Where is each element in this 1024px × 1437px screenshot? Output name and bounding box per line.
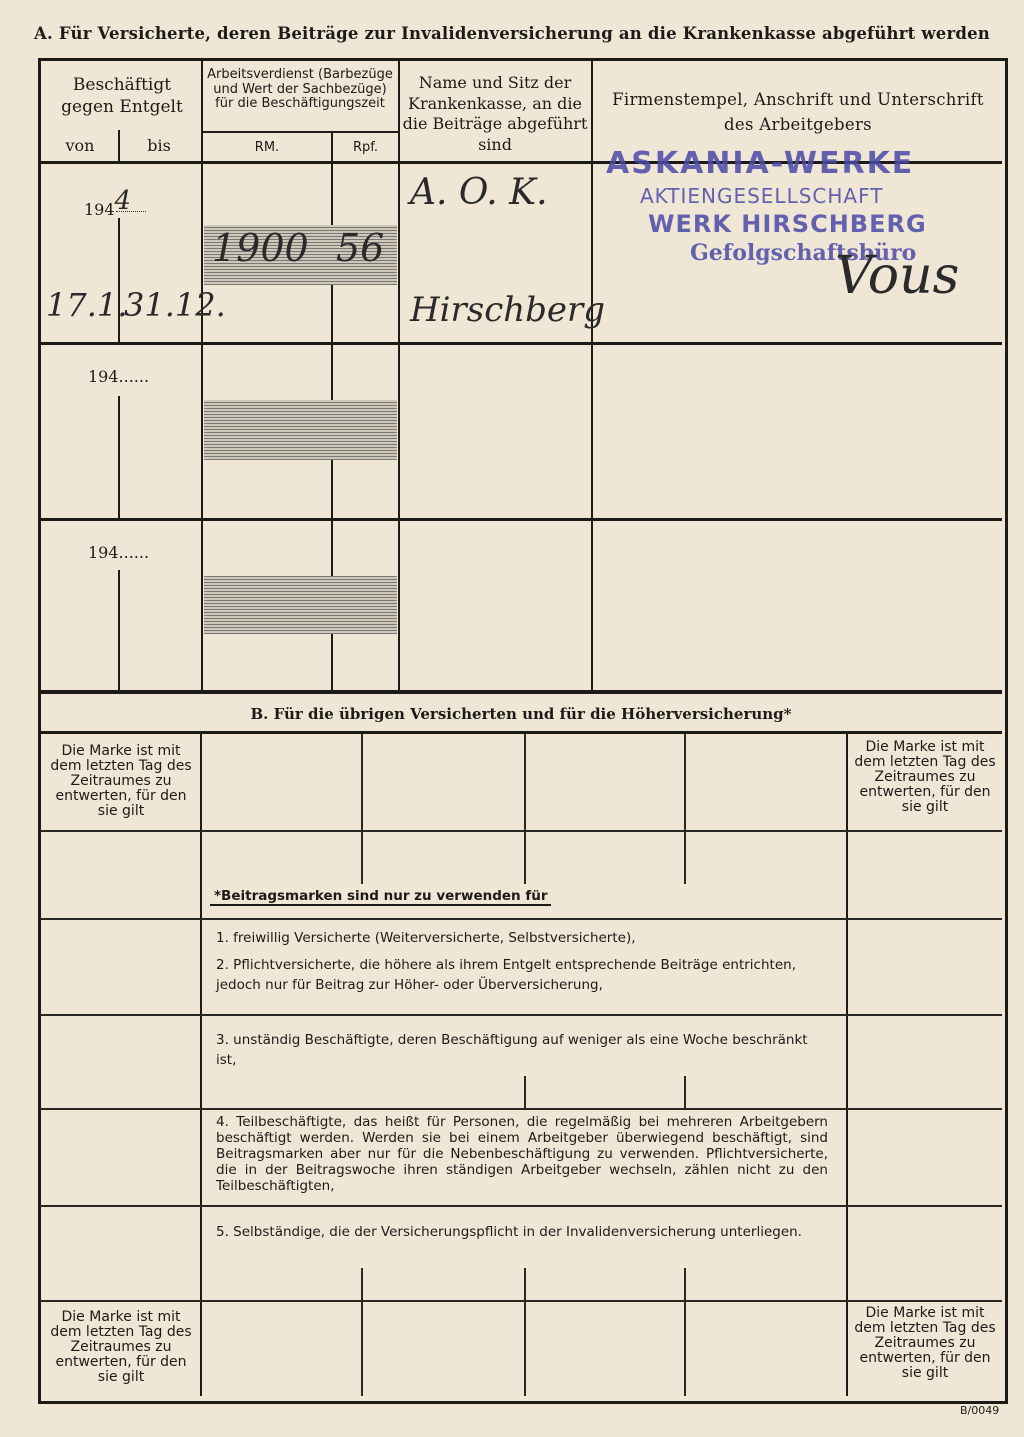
row3-hatch bbox=[204, 576, 397, 634]
form-code: B/0049 bbox=[960, 1404, 1000, 1417]
row2-von-bis-sep bbox=[118, 396, 120, 518]
row1-from-date: 17.1. bbox=[46, 286, 128, 324]
b-col-3-mid bbox=[524, 834, 526, 884]
row1-rm-value: 1900 bbox=[212, 226, 309, 270]
section-b-title-bottom bbox=[40, 731, 1002, 734]
row-a-sep-1 bbox=[40, 342, 1002, 345]
b-row-5 bbox=[40, 1205, 1002, 1207]
b-col-2 bbox=[361, 734, 363, 834]
b-col-4-mid bbox=[684, 834, 686, 884]
row3-von-bis-sep bbox=[118, 570, 120, 690]
footnote-item-3: 3. unständig Beschäftigte, deren Beschäftigung auf weniger als eine Woche beschränkt ist, bbox=[216, 1030, 828, 1070]
b-col-3 bbox=[524, 734, 526, 834]
earnings-sub-line bbox=[203, 131, 399, 133]
b-col-3-mid2 bbox=[524, 1076, 526, 1108]
b-col-2-mid3 bbox=[361, 1268, 363, 1300]
col-rpf-label: Rpf. bbox=[352, 140, 379, 155]
company-stamp-line-1: ASKANIA-WERKE bbox=[606, 146, 915, 181]
b-col-2-mid bbox=[361, 834, 363, 884]
marker-note-top-left: Die Marke ist mit dem letzten Tag des Zeitraumes zu entwerten, für den sie gilt bbox=[50, 743, 192, 819]
footnote-item-1: 1. freiwillig Versicherte (Weiterversicherte, Selbstversicherte), bbox=[216, 930, 828, 946]
row2-hatch bbox=[204, 400, 397, 460]
footnote-title: *Beitragsmarken sind nur zu verwenden für bbox=[210, 888, 551, 906]
footnote-item-4: 4. Teilbeschäftigte, das heißt für Personen, die regelmäßig bei mehreren Arbeitgebern beschäftigt werden. Werden sie bei einem Arbeitgeber überwiegend beschäftigt, sind Beitragsmarken aber nur für die Nebenbeschäftigung zu verwenden. Pflichtversicherte, die in der Beitragswoche ihren ständigen Arbeitgeber wechseln, zählen nicht zu den Teilbeschäftigten, bbox=[216, 1114, 828, 1194]
company-stamp-line-4: Gefolgschaftsbüro bbox=[690, 240, 917, 266]
sep-von-bis-head bbox=[118, 130, 120, 162]
b-row-3 bbox=[40, 1014, 1002, 1016]
section-a-title: A. Für Versicherte, deren Beiträge zur Invalidenversicherung an die Krankenkasse abgeführt werden bbox=[34, 24, 991, 43]
col-rm-label: RM. bbox=[254, 140, 280, 155]
col-from-label: von bbox=[65, 136, 95, 155]
marker-note-top-right: Die Marke ist mit dem letzten Tag des Zeitraumes zu entwerten, für den sie gilt bbox=[854, 739, 996, 815]
marker-note-bottom-right: Die Marke ist mit dem letzten Tag des Zeitraumes zu entwerten, für den sie gilt bbox=[854, 1305, 996, 1381]
b-row-6 bbox=[40, 1300, 1002, 1302]
company-stamp-line-3: WERK HIRSCHBERG bbox=[648, 210, 927, 238]
b-col-2-low bbox=[361, 1300, 363, 1396]
sep-a-2 bbox=[398, 60, 400, 692]
footnote-item-5: 5. Selbständige, die der Versicherungspflicht in der Invalidenversicherung unterliegen. bbox=[216, 1222, 828, 1242]
col-earnings-label: Arbeitsverdienst (Barbezüge und Wert der Sachbezüge) für die Beschäftigungszeit bbox=[207, 67, 393, 111]
row1-to-date: 31.12. bbox=[124, 286, 226, 324]
col-to-label: bis bbox=[147, 136, 171, 155]
row-a-sep-2 bbox=[40, 518, 1002, 521]
b-col-right bbox=[846, 734, 848, 1396]
company-stamp-line-2: AKTIENGESELLSCHAFT bbox=[640, 184, 884, 208]
footnote-item-2: 2. Pflichtversicherte, die höhere als ihrem Entgelt entsprechende Beiträge entrichten, jedoch nur für Beitrag zur Höher- oder Überversicherung, bbox=[216, 955, 828, 995]
b-col-4-mid2 bbox=[684, 1076, 686, 1108]
col-insurer-label: Name und Sitz der Krankenkasse, an die die Beiträge abgeführt sind bbox=[402, 73, 588, 154]
row1-insurer-city: Hirschberg bbox=[410, 290, 606, 330]
sep-a-1 bbox=[201, 60, 203, 692]
b-col-3-low bbox=[524, 1300, 526, 1396]
b-row-4 bbox=[40, 1108, 1002, 1110]
employer-signature: Vous bbox=[835, 246, 960, 306]
col-employer-label: Firmenstempel, Anschrift und Unterschrift des Arbeitgebers bbox=[612, 90, 984, 134]
b-row-2 bbox=[40, 918, 1002, 920]
b-col-3-mid3 bbox=[524, 1268, 526, 1300]
row1-insurer-name: A. O. K. bbox=[410, 172, 548, 213]
row1-year-underline bbox=[116, 211, 146, 212]
b-col-4 bbox=[684, 734, 686, 834]
section-b-title: B. Für die übrigen Versicherten und für die Höherversicherung* bbox=[250, 705, 792, 723]
section-a-bottom bbox=[40, 690, 1002, 694]
row3-year: 194...... bbox=[88, 543, 150, 562]
row2-year: 194...... bbox=[88, 367, 150, 386]
sep-a-3 bbox=[591, 60, 593, 692]
marker-note-bottom-left: Die Marke ist mit dem letzten Tag des Zeitraumes zu entwerten, für den sie gilt bbox=[50, 1309, 192, 1385]
b-col-left bbox=[200, 734, 202, 1396]
row1-rpf-value: 56 bbox=[336, 226, 385, 270]
b-col-4-mid3 bbox=[684, 1268, 686, 1300]
b-row-1 bbox=[40, 830, 1002, 832]
row1-year: 1944 bbox=[84, 186, 132, 219]
b-col-4-low bbox=[684, 1300, 686, 1396]
col-employed-label: Beschäftigt gegen Entgelt bbox=[61, 75, 183, 117]
